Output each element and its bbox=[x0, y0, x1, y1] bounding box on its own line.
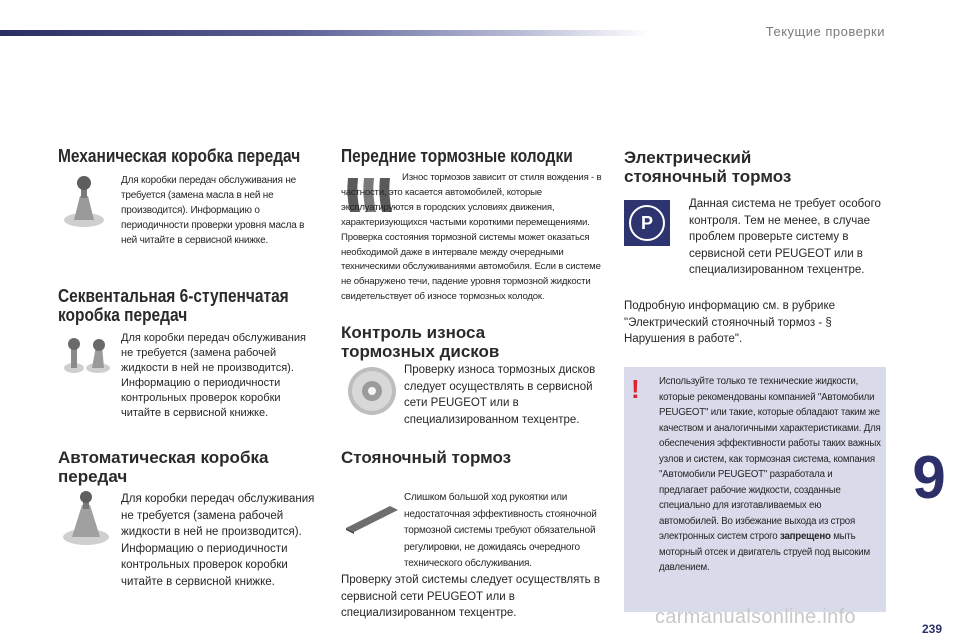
brake-discs-text: Проверку износа тормозных дисков следует осуществлять в сервисной сети PEUGEOT или в специализированном техцентре. bbox=[404, 364, 596, 426]
watermark: carmanualsonline.info bbox=[655, 606, 856, 628]
sequential-gearbox-title-line2: коробка передач bbox=[58, 305, 188, 325]
warning-text bbox=[659, 374, 881, 576]
electric-parking-brake-title-line2: стояночный тормоз bbox=[624, 167, 792, 186]
electric-parking-brake-text: Данная система не требует особого контроля. Тем не менее, в случае проблем проверьте систему в сервисной сети PEUGEOT или в специализированном техцентре. bbox=[689, 198, 881, 276]
brake-pads-title: Передние тормозные колодки bbox=[341, 146, 573, 166]
header-bar bbox=[0, 30, 650, 36]
warning-text-bold: запрещено bbox=[779, 531, 831, 542]
electric-parking-brake-title-line1: Электрический bbox=[624, 148, 752, 167]
brake-discs-title-line1: Контроль износа bbox=[341, 323, 486, 342]
parking-p-symbol: P bbox=[629, 205, 665, 241]
sequential-gearbox-text: Для коробки передач обслуживания не требуется (замена рабочей жидкости в ней не производится). Информацию о периодичности контрольных проверок коробки читайте в сервисной книжке. bbox=[121, 332, 306, 419]
parking-brake-text2: Проверку этой системы следует осуществлять в сервисной сети PEUGEOT или в специализированном техцентре. bbox=[341, 574, 600, 619]
warning-icon: ! bbox=[631, 374, 640, 404]
manual-gearbox-title: Механическая коробка передач bbox=[58, 146, 301, 166]
electric-parking-brake-icon bbox=[624, 200, 670, 246]
automatic-gearbox-text: Для коробки передач обслуживания не требуется (замена рабочей жидкости в ней не производится). Информацию о периодичности контрольных проверок коробки читайте в сервисной книжке. bbox=[121, 493, 315, 588]
brake-pads-text: Износ тормозов зависит от стиля вождения - в частности, это касается автомобилей, которые эксплуатируются в городских условиях движения, характеризующихся частыми короткими перемещениями. Проверка состояния тормозной системы может оказаться необходимой даже в интервале между очередными техническими обслуживаниями автомобиля. Если в системе не обнаружено течи, падение уровня тормозной жидкости свидетельствует об износе тормозных колодок. bbox=[341, 172, 602, 303]
warning-text-part2: мыть моторный отсек и двигатель струей под высоким давлением. bbox=[659, 531, 870, 573]
brake-discs-title-line2: тормозных дисков bbox=[341, 342, 500, 361]
parking-brake-lever-icon bbox=[344, 500, 400, 536]
warning-text-part1: Используйте только те технические жидкости, которые рекомендованы компанией "Автомобили PEUGEOT" или такие, которые обладают таким же качеством и аналогичными характеристиками. Для обеспечения эффективности работы таких важных узлов и систем, как тормозная система, компания "Автомобили PEUGEOT" разработала и предлагает рабочие жидкости, созданные специально для изготавливаемых ею автомобилей. Во избежание выхода из строя электронных систем строго bbox=[659, 376, 881, 542]
automatic-selector-icon bbox=[60, 491, 112, 547]
automatic-gearbox-title-line2: передач bbox=[58, 467, 128, 486]
manual-gearbox-text: Для коробки передач обслуживания не требуется (замена масла в ней не производится). Информацию о периодичности проверки уровня масла в ней читайте в сервисной книжке. bbox=[121, 175, 305, 246]
gear-lever-icon bbox=[60, 174, 108, 228]
header-title: Текущие проверки bbox=[765, 24, 885, 39]
page-number: 239 bbox=[921, 622, 942, 636]
sequential-lever-icon bbox=[62, 336, 112, 376]
parking-brake-text: Слишком большой ход рукоятки или недостаточная эффективность стояночной тормозной системы требуют обязательной регулировки, не дожидаясь очередного технического обслуживания. bbox=[404, 492, 597, 569]
automatic-gearbox-title-line1: Автоматическая коробка bbox=[58, 448, 269, 467]
chapter-number: 9 bbox=[912, 444, 946, 511]
parking-brake-title: Стояночный тормоз bbox=[341, 448, 512, 467]
electric-parking-brake-text2: Подробную информацию см. в рубрике "Электрический стояночный тормоз - § Нарушения в работе". bbox=[624, 300, 836, 345]
sequential-gearbox-title-line1: Секвентальная 6-ступенчатая bbox=[58, 286, 289, 306]
brake-disc-icon bbox=[346, 365, 398, 417]
